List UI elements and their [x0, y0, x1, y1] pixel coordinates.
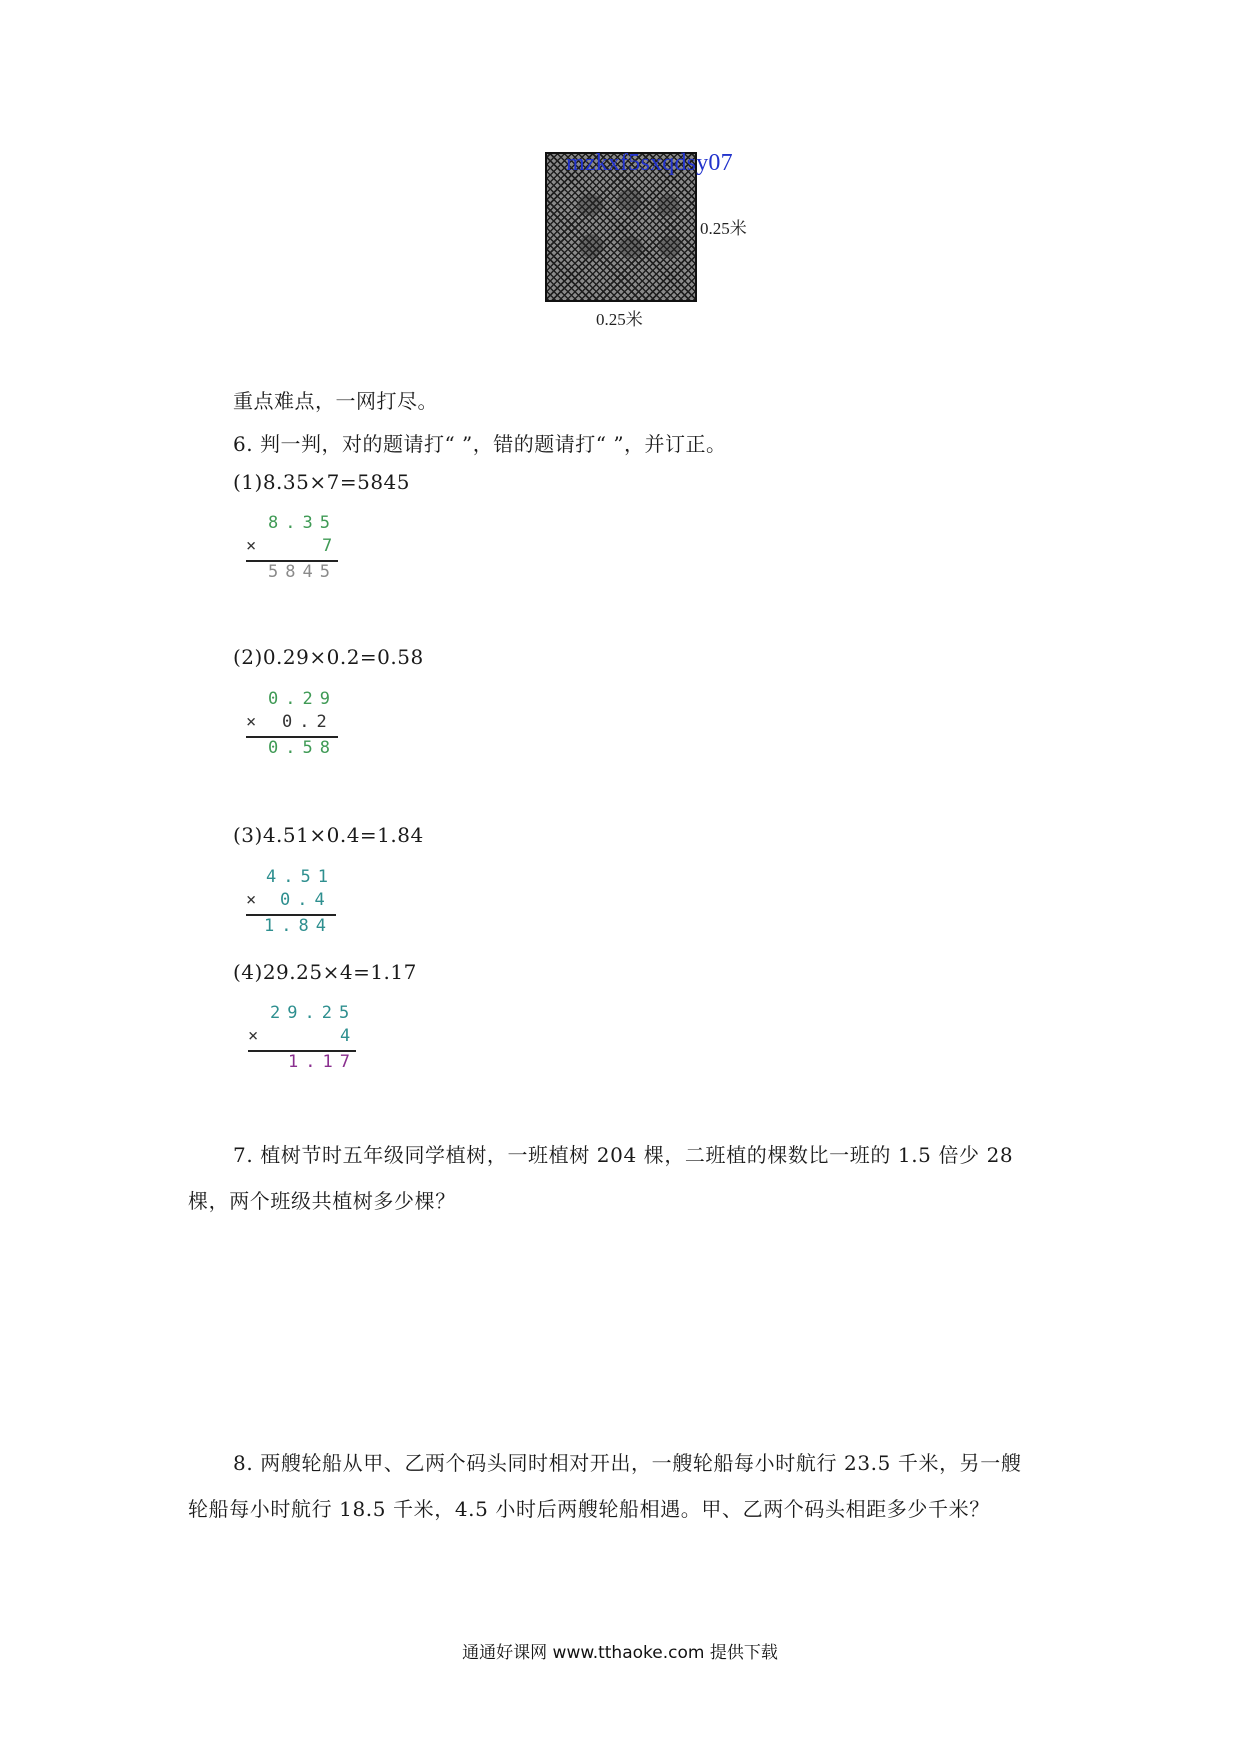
q6-item4-equation: (4)29.25×4=1.17: [233, 960, 417, 984]
q8-line1: 8. 两艘轮船从甲、乙两个码头同时相对开出，一艘轮船每小时航行 23.5 千米，另一艘: [233, 1451, 1022, 1475]
multiplier: 0.4: [280, 890, 332, 910]
times-sign: ×: [248, 1026, 259, 1046]
q6-item3-equation: (3)4.51×0.4=1.84: [233, 823, 424, 847]
multiplicand: 8.35: [268, 513, 337, 533]
times-sign: ×: [246, 890, 257, 910]
q6-item1-equation: (1)8.35×7=5845: [233, 470, 410, 494]
q7-line1: 7. 植树节时五年级同学植树，一班植树 204 棵，二班植的棵数比一班的 1.5 倍少 28: [233, 1143, 1014, 1167]
q6-stem: 6. 判一判，对的题请打“ ”，错的题请打“ ”，并订正。: [233, 432, 727, 456]
q6-item2-vertical-calc: [246, 688, 346, 763]
bottom-length-label: 0.25米: [596, 310, 643, 329]
product: 1.84: [264, 916, 333, 936]
product: 0.58: [268, 738, 337, 758]
q7-line2: 棵，两个班级共植树多少棵？: [188, 1189, 456, 1213]
multiplier: 0.2: [282, 712, 334, 732]
section-title: 重点难点，一网打尽。: [233, 389, 438, 413]
times-sign: ×: [246, 536, 257, 556]
q6-item2-equation: (2)0.29×0.2=0.58: [233, 645, 424, 669]
multiplicand: 4.51: [266, 867, 335, 887]
product: 5845: [268, 562, 337, 582]
footer-credit: 通通好课网 www.tthaoke.com 提供下载: [462, 1643, 778, 1663]
q6-item1-vertical-calc: [246, 512, 346, 587]
q8-line2: 轮船每小时航行 18.5 千米，4.5 小时后两艘轮船相遇。甲、乙两个码头相距多少千米？: [188, 1497, 990, 1521]
multiplier: 4: [340, 1026, 358, 1046]
watermark-text: mzkxf5sxqdsy07: [566, 150, 733, 176]
multiplier: 7: [322, 536, 340, 556]
multiplicand: 29.25: [270, 1003, 357, 1023]
side-length-label: 0.25米: [700, 219, 747, 238]
times-sign: ×: [246, 712, 257, 732]
multiplicand: 0.29: [268, 689, 337, 709]
q6-item3-vertical-calc: [246, 866, 346, 941]
q6-item4-vertical-calc: [248, 1002, 368, 1077]
product: 1.17: [288, 1052, 357, 1072]
